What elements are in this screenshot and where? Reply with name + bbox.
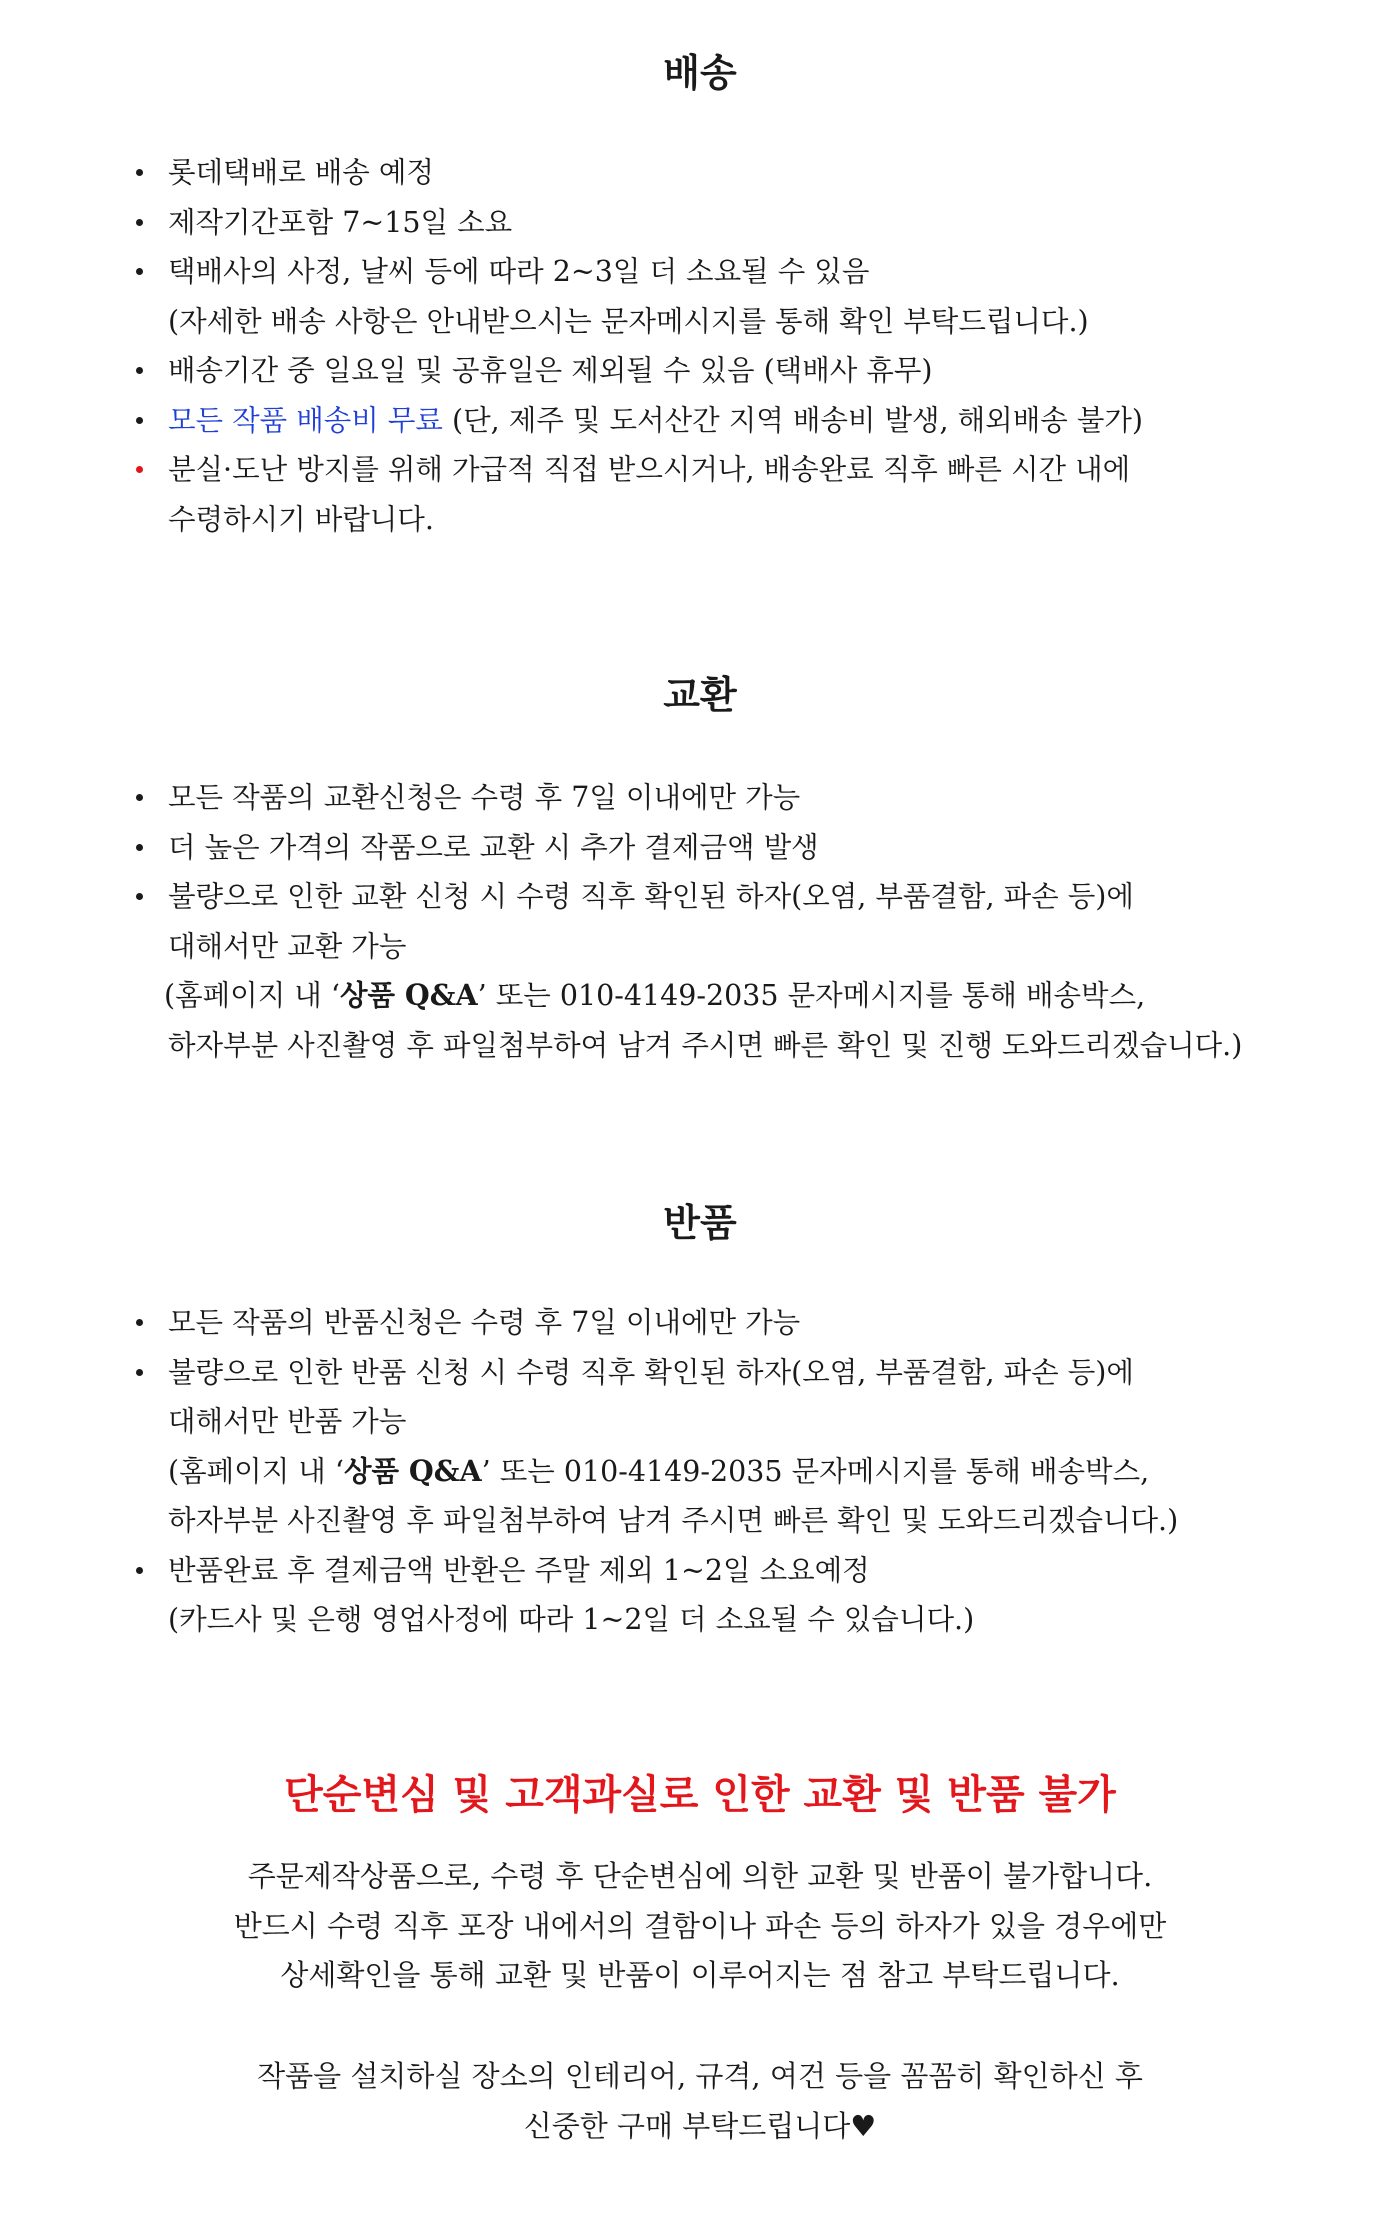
bullet-dot — [136, 1369, 143, 1376]
contact-info: (홈페이지 내 ‘상품 Q&A’ 또는 010-4149-2035 문자메시지를 통해 배송박스, — [168, 1453, 1150, 1488]
bullet-dot — [136, 1319, 143, 1326]
shipping-item: 분실·도난 방지를 위해 가급적 직접 받으시거나, 배송완료 직후 빠른 시간 내에 수령하시기 바랍니다. — [128, 445, 1328, 544]
shipping-item-free-shipping: 모든 작품 배송비 무료 (단, 제주 및 도서산간 지역 배송비 발생, 해외배송 불가) — [128, 396, 1328, 446]
shipping-list — [128, 148, 1328, 544]
returns-item: 모든 작품의 반품신청은 수령 후 7일 이내에만 가능 — [128, 1298, 1328, 1348]
heart-icon: ♥ — [850, 2108, 877, 2143]
bullet-dot — [136, 367, 143, 374]
bullet-dot — [136, 844, 143, 851]
shipping-item: 배송기간 중 일요일 및 공휴일은 제외될 수 있음 (택배사 휴무) — [128, 346, 1328, 396]
bullet-dot — [136, 169, 143, 176]
bullet-dot — [136, 268, 143, 275]
returns-list — [128, 1298, 1328, 1645]
exchange-item: 더 높은 가격의 작품으로 교환 시 추가 결제금액 발생 — [128, 823, 1328, 873]
shipping-item: 제작기간포함 7~15일 소요 — [128, 198, 1328, 248]
notice-paragraph: 주문제작상품으로, 수령 후 단순변심에 의한 교환 및 반품이 불가합니다. 반드시 수령 직후 포장 내에서의 결함이나 파손 등의 하자가 있을 경우에만 상세확인을 통해 교환 및 반품이 이루어지는 점 참고 부탁드립니다. — [233, 1859, 1167, 1992]
free-shipping-highlight: 모든 작품 배송비 무료 — [168, 403, 443, 437]
product-qna-label: 상품 Q&A — [343, 1453, 482, 1488]
no-return-notice-title: 단순변심 및 고객과실로 인한 교환 및 반품 불가 — [284, 1772, 1116, 1818]
bullet-dot — [136, 1567, 143, 1574]
returns-item: 반품완료 후 결제금액 반환은 주말 제외 1~2일 소요예정 (카드사 및 은행 영업사정에 따라 1~2일 더 소요될 수 있습니다.) — [128, 1546, 1328, 1645]
exchange-list — [128, 773, 1328, 1070]
bullet-dot — [136, 417, 143, 424]
bullet-dot — [136, 893, 143, 900]
shipping-item: 롯데택배로 배송 예정 — [128, 148, 1328, 198]
product-qna-label: 상품 Q&A — [339, 978, 478, 1012]
returns-item: 불량으로 인한 반품 신청 시 수령 직후 확인된 하자(오염, 부품결함, 파손 등)에 대해서만 반품 가능 (홈페이지 내 ‘상품 Q&A’ 또는 010-4149-2035 문자메시지를 통해 배송박스, 하자부분 사진촬영 후 파일첨부하여 남겨 주시면 빠른 확인 및 도와드리겠습니다.) — [128, 1348, 1328, 1546]
shipping-title: 배송 — [663, 51, 737, 95]
notice-closing: 작품을 설치하실 장소의 인테리어, 규격, 여건 등을 꼼꼼히 확인하신 후 신중한 구매 부탁드립니다♥ — [257, 2059, 1143, 2143]
exchange-item: 불량으로 인한 교환 신청 시 수령 직후 확인된 하자(오염, 부품결함, 파손 등)에 대해서만 교환 가능 (홈페이지 내 ‘상품 Q&A’ 또는 010-4149-2035 문자메시지를 통해 배송박스, 하자부분 사진촬영 후 파일첨부하여 남겨 주시면 빠른 확인 및 진행 도와드리겠습니다.) — [128, 872, 1328, 1070]
returns-title: 반품 — [663, 1201, 737, 1245]
bullet-dot — [136, 794, 143, 801]
contact-info: (홈페이지 내 ‘상품 Q&A’ 또는 010-4149-2035 문자메시지를 통해 배송박스, — [164, 978, 1146, 1012]
bullet-dot-red — [136, 466, 143, 473]
shipping-item: 택배사의 사정, 날씨 등에 따라 2~3일 더 소요될 수 있음 (자세한 배송 사항은 안내받으시는 문자메시지를 통해 확인 부탁드립니다.) — [128, 247, 1328, 346]
exchange-item: 모든 작품의 교환신청은 수령 후 7일 이내에만 가능 — [128, 773, 1328, 823]
exchange-title: 교환 — [663, 673, 737, 717]
bullet-dot — [136, 219, 143, 226]
